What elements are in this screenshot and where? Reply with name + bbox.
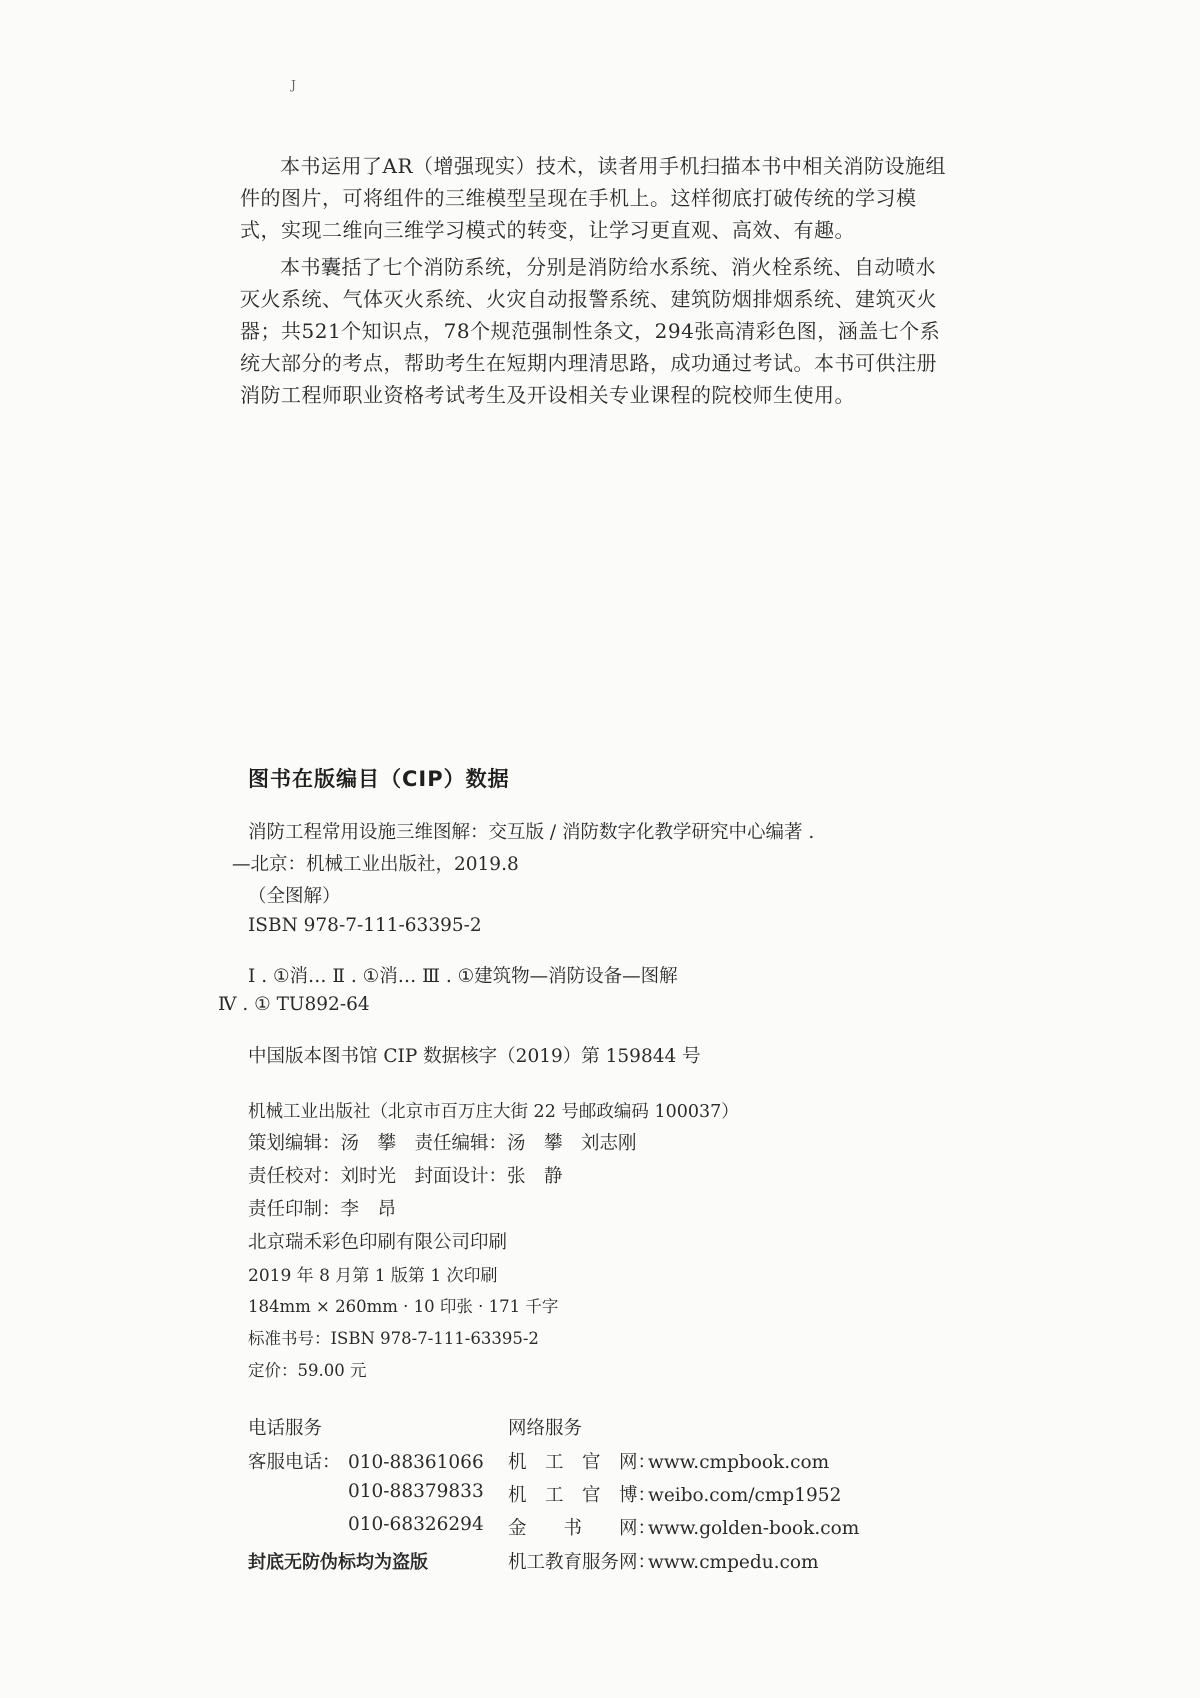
cip-library-number: 中国版本图书馆 CIP 数据核字（2019）第 159844 号 <box>248 1046 701 1067</box>
network-row-1 <box>508 1448 829 1474</box>
network-row-4 <box>508 1548 819 1574</box>
network-row-3 <box>508 1514 859 1540</box>
network-url: www.golden-book.com <box>648 1518 860 1539</box>
phone-label: 客服电话： <box>248 1452 341 1473</box>
network-row-2 <box>508 1481 841 1507</box>
cip-entry-line-2: —北京：机械工业出版社，2019.8 <box>232 854 519 875</box>
phone-number: 010-88379833 <box>348 1481 484 1502</box>
cip-entry-line-1: 消防工程常用设施三维图解：交互版 / 消防数字化教学研究中心编著 . <box>248 822 815 843</box>
standard-number: 标准书号：ISBN 978-7-111-63395-2 <box>248 1329 539 1348</box>
network-url: www.cmpedu.com <box>648 1552 819 1573</box>
planning-editors: 策划编辑：汤 攀 责任编辑：汤 攀 刘志刚 <box>248 1133 637 1154</box>
phone-number: 010-68326294 <box>348 1514 484 1535</box>
network-service-heading: 网络服务 <box>508 1418 583 1439</box>
intro-text <box>240 150 955 411</box>
intro-paragraph-1: 本书运用了AR（增强现实）技术，读者用手机扫描本书中相关消防设施组件的图片，可将组件的三维模型呈现在手机上。这样彻底打破传统的学习模式，实现二维向三维学习模式的转变，让学习更直观、高效、有趣。 <box>240 154 947 242</box>
price: 定价：59.00 元 <box>248 1361 367 1380</box>
format: 184mm × 260mm · 10 印张 · 171 千字 <box>248 1297 559 1316</box>
phone-service-heading: 电话服务 <box>248 1418 323 1439</box>
network-url: weibo.com/cmp1952 <box>648 1485 842 1506</box>
network-name: 机工教育服务网： <box>508 1552 657 1573</box>
phone-number: 010-88361066 <box>348 1452 484 1473</box>
phone-row-1 <box>248 1448 484 1474</box>
anti-counterfeit-notice: 封底无防伪标均为盗版 <box>248 1552 428 1573</box>
printer: 北京瑞禾彩色印刷有限公司印刷 <box>248 1232 508 1253</box>
network-url: www.cmpbook.com <box>648 1452 830 1473</box>
network-name: 金 书 网： <box>508 1518 657 1539</box>
cip-title: 图书在版编目（CIP）数据 <box>248 767 510 791</box>
cip-classification-1: Ⅰ . ①消… Ⅱ . ①消… Ⅲ . ①建筑物—消防设备—图解 <box>248 966 678 987</box>
cip-isbn: ISBN 978-7-111-63395-2 <box>248 915 482 936</box>
print-responsible: 责任印制：李 昂 <box>248 1199 397 1220</box>
intro-paragraph-2: 本书囊括了七个消防系统，分别是消防给水系统、消火栓系统、自动喷水灭火系统、气体灭火系统、火灾自动报警系统、建筑防烟排烟系统、建筑灭火器；共521个知识点，78个规范强制性条文，294张高清彩色图，涵盖七个系统大部分的考点，帮助考生在短期内理清思路，成功通过考试。本书可供注册消防工程师职业资格考试考生及开设相关专业课程的院校师生使用。 <box>240 255 941 407</box>
publisher-address: 机械工业出版社（北京市百万庄大街 22 号邮政编码 100037） <box>248 1102 739 1122</box>
cip-series: （全图解） <box>248 886 341 907</box>
scan-speck: J <box>291 78 296 92</box>
network-name: 机 工 官 博： <box>508 1485 657 1506</box>
proof-and-cover: 责任校对：刘时光 封面设计：张 静 <box>248 1166 563 1187</box>
edition: 2019 年 8 月第 1 版第 1 次印刷 <box>248 1266 498 1286</box>
cip-classification-2: Ⅳ . ① TU892-64 <box>218 994 370 1015</box>
network-name: 机 工 官 网： <box>508 1452 657 1473</box>
